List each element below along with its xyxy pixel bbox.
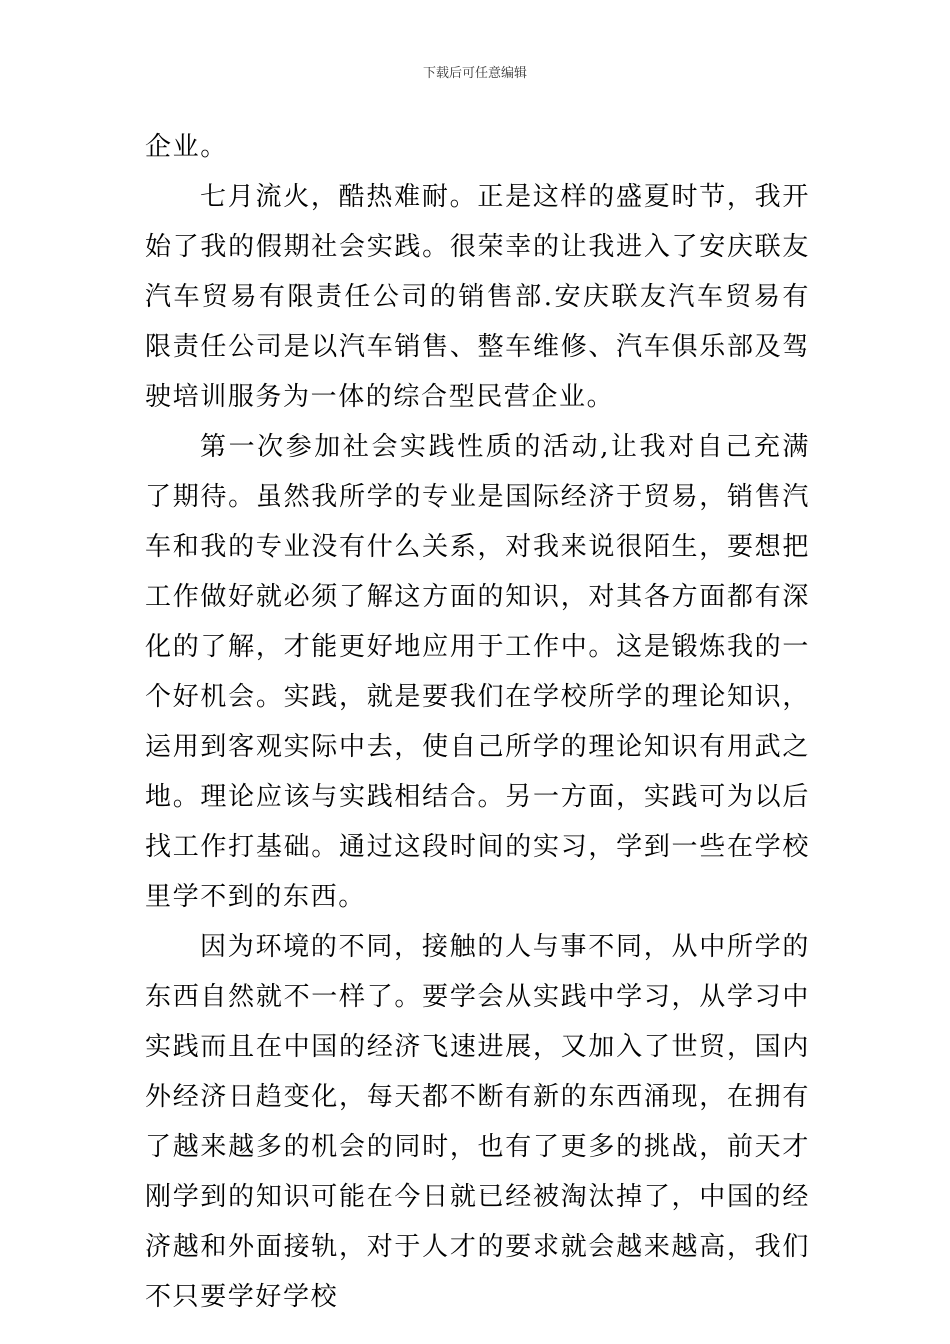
paragraph-2: 七月流火，酷热难耐。正是这样的盛夏时节，我开始了我的假期社会实践。很荣幸的让我进入了安庆联友汽车贸易有限责任公司的销售部.安庆联友汽车贸易有限责任公司是以汽车销售、整车维修、汽车俱乐部及驾驶培训服务为一体的综合型民营企业。 [145, 182, 810, 412]
header-text: 下载后可任意编辑 [422, 66, 527, 81]
paragraph-1: 企业。 [145, 132, 228, 162]
page-header [0, 66, 950, 82]
paragraph-4: 因为环境的不同，接触的人与事不同，从中所学的东西自然就不一样了。要学会从实践中学习，从学习中实践而且在中国的经济飞速进展，又加入了世贸，国内外经济日趋变化，每天都不断有新的东西涌现，在拥有了越来越多的机会的同时，也有了更多的挑战，前天才刚学到的知识可能在今日就已经被淘汰掉了，中国的经济越和外面接轨，对于人才的要求就会越来越高，我们不只要学好学校 [145, 932, 810, 1312]
document-body [145, 122, 810, 1322]
paragraph-3: 第一次参加社会实践性质的活动,让我对自己充满了期待。虽然我所学的专业是国际经济于贸易，销售汽车和我的专业没有什么关系，对我来说很陌生，要想把工作做好就必须了解这方面的知识，对其各方面都有深化的了解，才能更好地应用于工作中。这是锻炼我的一个好机会。实践，就是要我们在学校所学的理论知识，运用到客观实际中去，使自己所学的理论知识有用武之地。理论应该与实践相结合。另一方面，实践可为以后找工作打基础。通过这段时间的实习，学到一些在学校里学不到的东西。 [145, 432, 810, 912]
